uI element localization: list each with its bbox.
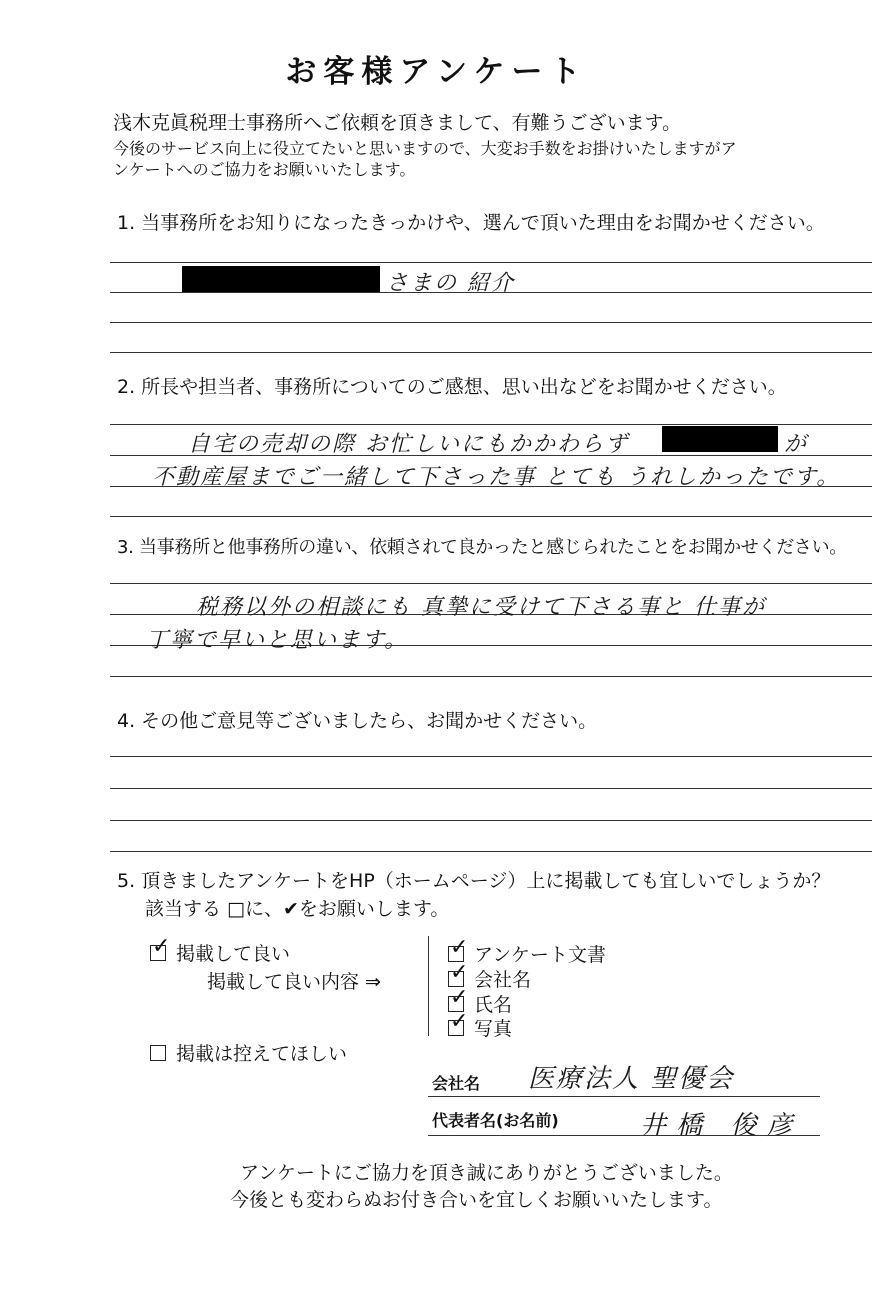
answer-line bbox=[110, 756, 872, 757]
intro-line-3: ンケートへのご協力をお願いいたします。 bbox=[113, 160, 416, 179]
representative-label: 代表者名(お名前) bbox=[432, 1111, 559, 1130]
question-4-label: 4. その他ご意見等ございましたら、お聞かせください。 bbox=[117, 710, 598, 732]
question-2-answer-line-2: 不動産屋までご一緒して下さった事 とても うれしかったです。 bbox=[152, 465, 841, 490]
company-label: 会社名 bbox=[474, 969, 532, 991]
company-name-value: 医療法人 聖優会 bbox=[528, 1064, 735, 1094]
answer-line bbox=[110, 788, 872, 789]
company-name-label: 会社名 bbox=[432, 1074, 481, 1093]
answer-line bbox=[110, 820, 872, 821]
answer-line bbox=[110, 851, 872, 852]
intro-line-1: 浅木克眞税理士事務所へご依頼を頂きまして、有難うございます。 bbox=[113, 112, 682, 134]
options-divider bbox=[428, 936, 429, 1036]
question-1-answer: さまの 紹介 bbox=[386, 271, 515, 296]
allow-option[interactable] bbox=[150, 939, 290, 966]
document-label: アンケート文書 bbox=[474, 944, 606, 966]
answer-line bbox=[110, 676, 872, 677]
question-5-label: 5. 頂きましたアンケートをHP（ホームページ）上に掲載しても宜しいでしょうか？ bbox=[117, 870, 831, 892]
question-2-answer-tail: が bbox=[784, 432, 809, 457]
question-3-answer-line-1: 税務以外の相談にも 真摯に受けて下さる事と 仕事が bbox=[196, 595, 766, 620]
answer-line bbox=[110, 583, 872, 584]
content-option-document[interactable] bbox=[448, 940, 606, 967]
answer-line bbox=[110, 516, 872, 517]
question-5-instruction: 該当する □に、✔をお願いします。 bbox=[145, 898, 450, 920]
answer-line bbox=[110, 424, 872, 425]
representative-signature-line bbox=[428, 1135, 820, 1136]
answer-line bbox=[110, 322, 872, 323]
page-title: お客様アンケート bbox=[285, 54, 588, 90]
closing-line-1: アンケートにご協力を頂き誠にありがとうございました。 bbox=[240, 1162, 733, 1184]
content-option-photo[interactable] bbox=[448, 1014, 512, 1041]
redaction-bar bbox=[662, 426, 778, 452]
question-2-label: 2. 所長や担当者、事務所についてのご感想、思い出などをお聞かせください。 bbox=[117, 376, 787, 398]
intro-line-2: 今後のサービス向上に役立てたいと思いますので、大変お手数をお掛けいたしますがア bbox=[113, 139, 737, 158]
answer-line bbox=[110, 352, 872, 353]
representative-value: 井橋 俊彦 bbox=[640, 1111, 803, 1141]
photo-label: 写真 bbox=[474, 1018, 513, 1040]
name-label: 氏名 bbox=[474, 994, 513, 1016]
question-1-label: 1. 当事務所をお知りになったきっかけや、選んで頂いた理由をお聞かせください。 bbox=[117, 212, 825, 234]
deny-label: 掲載は控えてほしい bbox=[176, 1043, 348, 1065]
deny-checkbox[interactable] bbox=[150, 1045, 166, 1061]
closing-line-2: 今後とも変わらぬお付き合いを宜しくお願いいたします。 bbox=[230, 1189, 723, 1211]
company-signature-line bbox=[428, 1096, 820, 1097]
question-3-answer-line-2: 丁寧で早いと思います。 bbox=[146, 628, 409, 653]
redaction-bar bbox=[182, 266, 380, 292]
content-label: 掲載して良い内容 ⇒ bbox=[207, 971, 381, 993]
allow-label: 掲載して良い bbox=[176, 943, 291, 965]
answer-line bbox=[110, 262, 872, 263]
question-3-label: 3. 当事務所と他事務所の違い、依頼されて良かったと感じられたことをお聞かせください。 bbox=[117, 537, 847, 558]
question-2-answer-line-1: 自宅の売却の際 お忙しいにもかかわらず bbox=[188, 432, 629, 457]
allow-checkbox[interactable] bbox=[150, 945, 166, 961]
photo-checkbox[interactable] bbox=[448, 1020, 464, 1036]
deny-option[interactable] bbox=[150, 1039, 347, 1066]
